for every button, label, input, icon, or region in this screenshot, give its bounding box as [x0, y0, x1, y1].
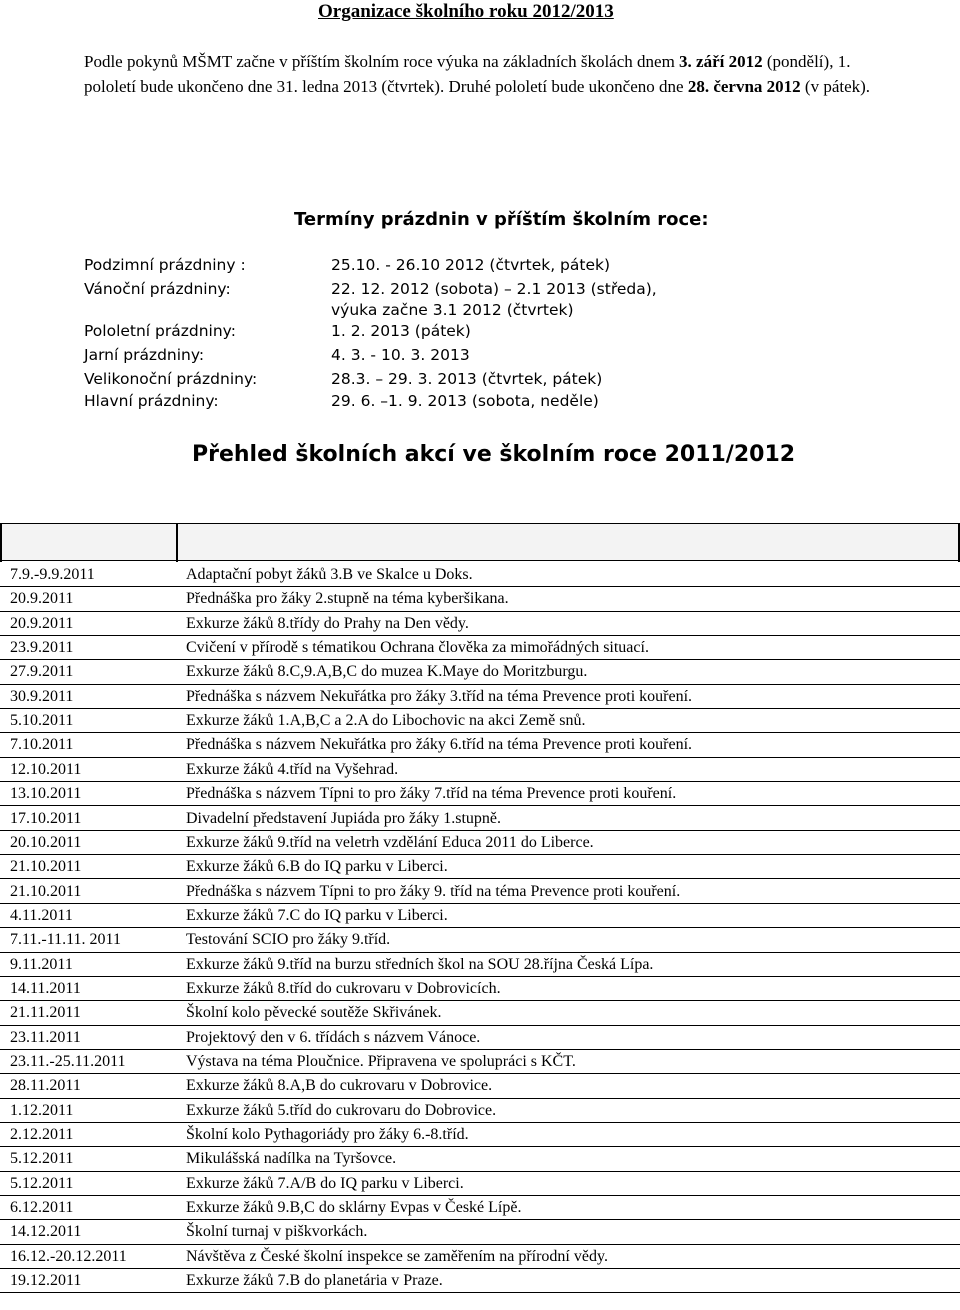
event-description: Exkurze žáků 9.B,C do sklárny Evpas v České Lípě.	[186, 1199, 522, 1217]
table-row	[0, 685, 960, 709]
table-row	[0, 733, 960, 757]
table-row	[0, 1269, 960, 1293]
table-header-row	[0, 523, 960, 561]
event-description: Návštěva z České školní inspekce se zaměřením na přírodní vědy.	[186, 1247, 608, 1265]
event-description: Exkurze žáků 7.B do planetária v Praze.	[186, 1272, 443, 1290]
event-description: Výstava na téma Ploučnice. Připravena ve spolupráci s KČT.	[186, 1053, 576, 1070]
table-row	[0, 1001, 960, 1025]
table-row	[0, 807, 960, 831]
event-description: Exkurze žáků 8.A,B do cukrovaru v Dobrovice.	[186, 1077, 493, 1095]
page-title: Organizace školního roku 2012/2013	[318, 1, 614, 22]
event-description: Projektový den v 6. třídách s názvem Vánoce.	[186, 1028, 481, 1046]
holiday-label: Pololetní prázdniny:	[84, 322, 236, 340]
table-row	[0, 977, 960, 1001]
event-date: 5.12.2011	[10, 1174, 74, 1192]
holiday-label: Jarní prázdniny:	[84, 346, 205, 364]
events-table	[0, 523, 960, 1310]
event-description: Přednáška s názvem Típni to pro žáky 9. tříd na téma Prevence proti kouření.	[186, 882, 681, 900]
event-date: 1.12.2011	[10, 1101, 74, 1119]
event-date: 7.10.2011	[10, 736, 74, 754]
event-date: 23.11.2011	[10, 1028, 81, 1046]
table-row	[0, 1172, 960, 1196]
holiday-dates: 1. 2. 2013 (pátek)	[331, 322, 471, 340]
event-date: 20.9.2011	[10, 614, 74, 632]
row-divider	[0, 1292, 960, 1293]
event-date: 27.9.2011	[10, 663, 74, 681]
intro-bold-1: 3. září 2012	[679, 52, 763, 71]
event-date: 14.12.2011	[10, 1223, 82, 1241]
event-description: Testování SCIO pro žáky 9.tříd.	[186, 931, 391, 949]
event-description: Exkurze žáků 7.A/B do IQ parku v Liberci.	[186, 1174, 464, 1192]
intro-paragraph	[84, 50, 874, 99]
event-description: Školní turnaj v piškvorkách.	[186, 1223, 368, 1241]
table-row	[0, 709, 960, 733]
holidays-title: Termíny prázdnin v příštím školním roce:	[294, 209, 709, 230]
intro-text-3: (v pátek).	[800, 76, 871, 96]
holiday-dates: 29. 6. –1. 9. 2013 (sobota, neděle)	[331, 392, 599, 410]
event-date: 21.11.2011	[10, 1004, 81, 1022]
event-date: 5.12.2011	[10, 1150, 74, 1168]
table-row	[0, 953, 960, 977]
event-description: Exkurze žáků 8.tříd do cukrovaru v Dobrovicích.	[186, 979, 501, 997]
table-row	[0, 1147, 960, 1171]
event-date: 28.11.2011	[10, 1077, 81, 1095]
event-description: Exkurze žáků 4.tříd na Vyšehrad.	[186, 760, 399, 778]
event-date: 16.12.-20.12.2011	[10, 1247, 127, 1265]
overview-title: Přehled školních akcí ve školním roce 2011/2012	[192, 442, 796, 467]
table-row	[0, 1074, 960, 1098]
event-description: Přednáška s názvem Nekuřátka pro žáky 6.tříd na téma Prevence proti kouření.	[186, 736, 693, 754]
header-divider	[176, 524, 178, 562]
table-row	[0, 880, 960, 904]
event-date: 21.10.2011	[10, 882, 82, 900]
holiday-dates: 25.10. - 26.10 2012 (čtvrtek, pátek)	[331, 256, 611, 274]
event-description: Přednáška s názvem Típni to pro žáky 7.tříd na téma Prevence proti kouření.	[186, 785, 677, 803]
intro-text-2: (pondělí), 1. pololetí bude ukončeno dne 31. ledna 2013 (čtvrtek). Druhé pololetí bude ukončeno dne	[84, 52, 851, 96]
event-description: Mikulášská nadílka na Tyršovce.	[186, 1150, 397, 1168]
event-description: Exkurze žáků 8.třídy do Prahy na Den vědy.	[186, 614, 469, 632]
event-date: 7.11.-11.11. 2011	[10, 931, 121, 949]
holiday-dates: výuka začne 3.1 2012 (čtvrtek)	[331, 301, 574, 319]
table-row	[0, 904, 960, 928]
event-date: 6.12.2011	[10, 1199, 74, 1217]
event-date: 5.10.2011	[10, 712, 74, 730]
table-row	[0, 831, 960, 855]
event-date: 20.9.2011	[10, 590, 74, 608]
table-row	[0, 636, 960, 660]
header-divider	[0, 524, 2, 562]
event-date: 9.11.2011	[10, 955, 73, 973]
event-date: 20.10.2011	[10, 833, 82, 851]
header-divider	[958, 524, 960, 562]
event-description: Exkurze žáků 1.A,B,C a 2.A do Libochovic na akci Země snů.	[186, 712, 586, 730]
table-row	[0, 587, 960, 611]
holiday-dates: 28.3. – 29. 3. 2013 (čtvrtek, pátek)	[331, 370, 603, 388]
holiday-label: Velikonoční prázdniny:	[84, 370, 258, 388]
intro-text-1: Podle pokynů MŠMT začne v příštím školním roce výuka na základních školách dnem	[84, 52, 680, 71]
event-date: 2.12.2011	[10, 1126, 74, 1144]
event-date: 17.10.2011	[10, 809, 82, 827]
event-description: Exkurze žáků 7.C do IQ parku v Liberci.	[186, 906, 448, 924]
event-description: Exkurze žáků 6.B do IQ parku v Liberci.	[186, 858, 448, 876]
holiday-label: Podzimní prázdniny :	[84, 256, 246, 274]
table-row	[0, 1220, 960, 1244]
table-row	[0, 1026, 960, 1050]
table-row	[0, 1099, 960, 1123]
event-date: 30.9.2011	[10, 687, 74, 705]
table-row	[0, 1245, 960, 1269]
event-date: 13.10.2011	[10, 785, 82, 803]
event-date: 23.11.-25.11.2011	[10, 1053, 126, 1070]
event-description: Přednáška pro žáky 2.stupně na téma kyberšikana.	[186, 590, 509, 608]
event-description: Divadelní představení Jupiáda pro žáky 1.stupně.	[186, 809, 502, 827]
event-date: 19.12.2011	[10, 1272, 82, 1290]
event-date: 7.9.-9.9.2011	[10, 566, 95, 583]
table-row	[0, 612, 960, 636]
table-row	[0, 782, 960, 806]
intro-bold-2: 28. června 2012	[687, 76, 801, 96]
table-row	[0, 928, 960, 952]
event-description: Exkurze žáků 8.C,9.A,B,C do muzea K.Maye do Moritzburgu.	[186, 663, 588, 681]
event-date: 12.10.2011	[10, 760, 82, 778]
event-date: 23.9.2011	[10, 639, 74, 657]
event-date: 14.11.2011	[10, 979, 81, 997]
event-description: Cvičení v přírodě s tématikou Ochrana člověka za mimořádných situací.	[186, 639, 649, 657]
event-description: Školní kolo pěvecké soutěže Skřivánek.	[186, 1004, 442, 1022]
event-date: 21.10.2011	[10, 858, 82, 876]
event-description: Exkurze žáků 9.tříd na veletrh vzdělání Educa 2011 do Liberce.	[186, 833, 594, 851]
table-row	[0, 855, 960, 879]
holiday-label: Hlavní prázdniny:	[84, 392, 219, 410]
table-row	[0, 1123, 960, 1147]
table-row	[0, 1050, 960, 1074]
table-row	[0, 660, 960, 684]
event-description: Přednáška s názvem Nekuřátka pro žáky 3.tříd na téma Prevence proti kouření.	[186, 687, 693, 705]
holiday-dates: 4. 3. - 10. 3. 2013	[331, 346, 470, 364]
event-date: 4.11.2011	[10, 906, 73, 924]
event-description: Školní kolo Pythagoriády pro žáky 6.-8.tříd.	[186, 1126, 469, 1144]
event-description: Exkurze žáků 9.tříd na burzu středních škol na SOU 28.října Česká Lípa.	[186, 955, 654, 973]
event-description: Adaptační pobyt žáků 3.B ve Skalce u Doks.	[186, 566, 473, 583]
table-row	[0, 1196, 960, 1220]
event-description: Exkurze žáků 5.tříd do cukrovaru do Dobrovice.	[186, 1101, 497, 1119]
table-row	[0, 758, 960, 782]
holiday-dates: 22. 12. 2012 (sobota) – 2.1 2013 (středa),	[331, 280, 657, 298]
holiday-label: Vánoční prázdniny:	[84, 280, 231, 298]
table-row	[0, 563, 960, 587]
